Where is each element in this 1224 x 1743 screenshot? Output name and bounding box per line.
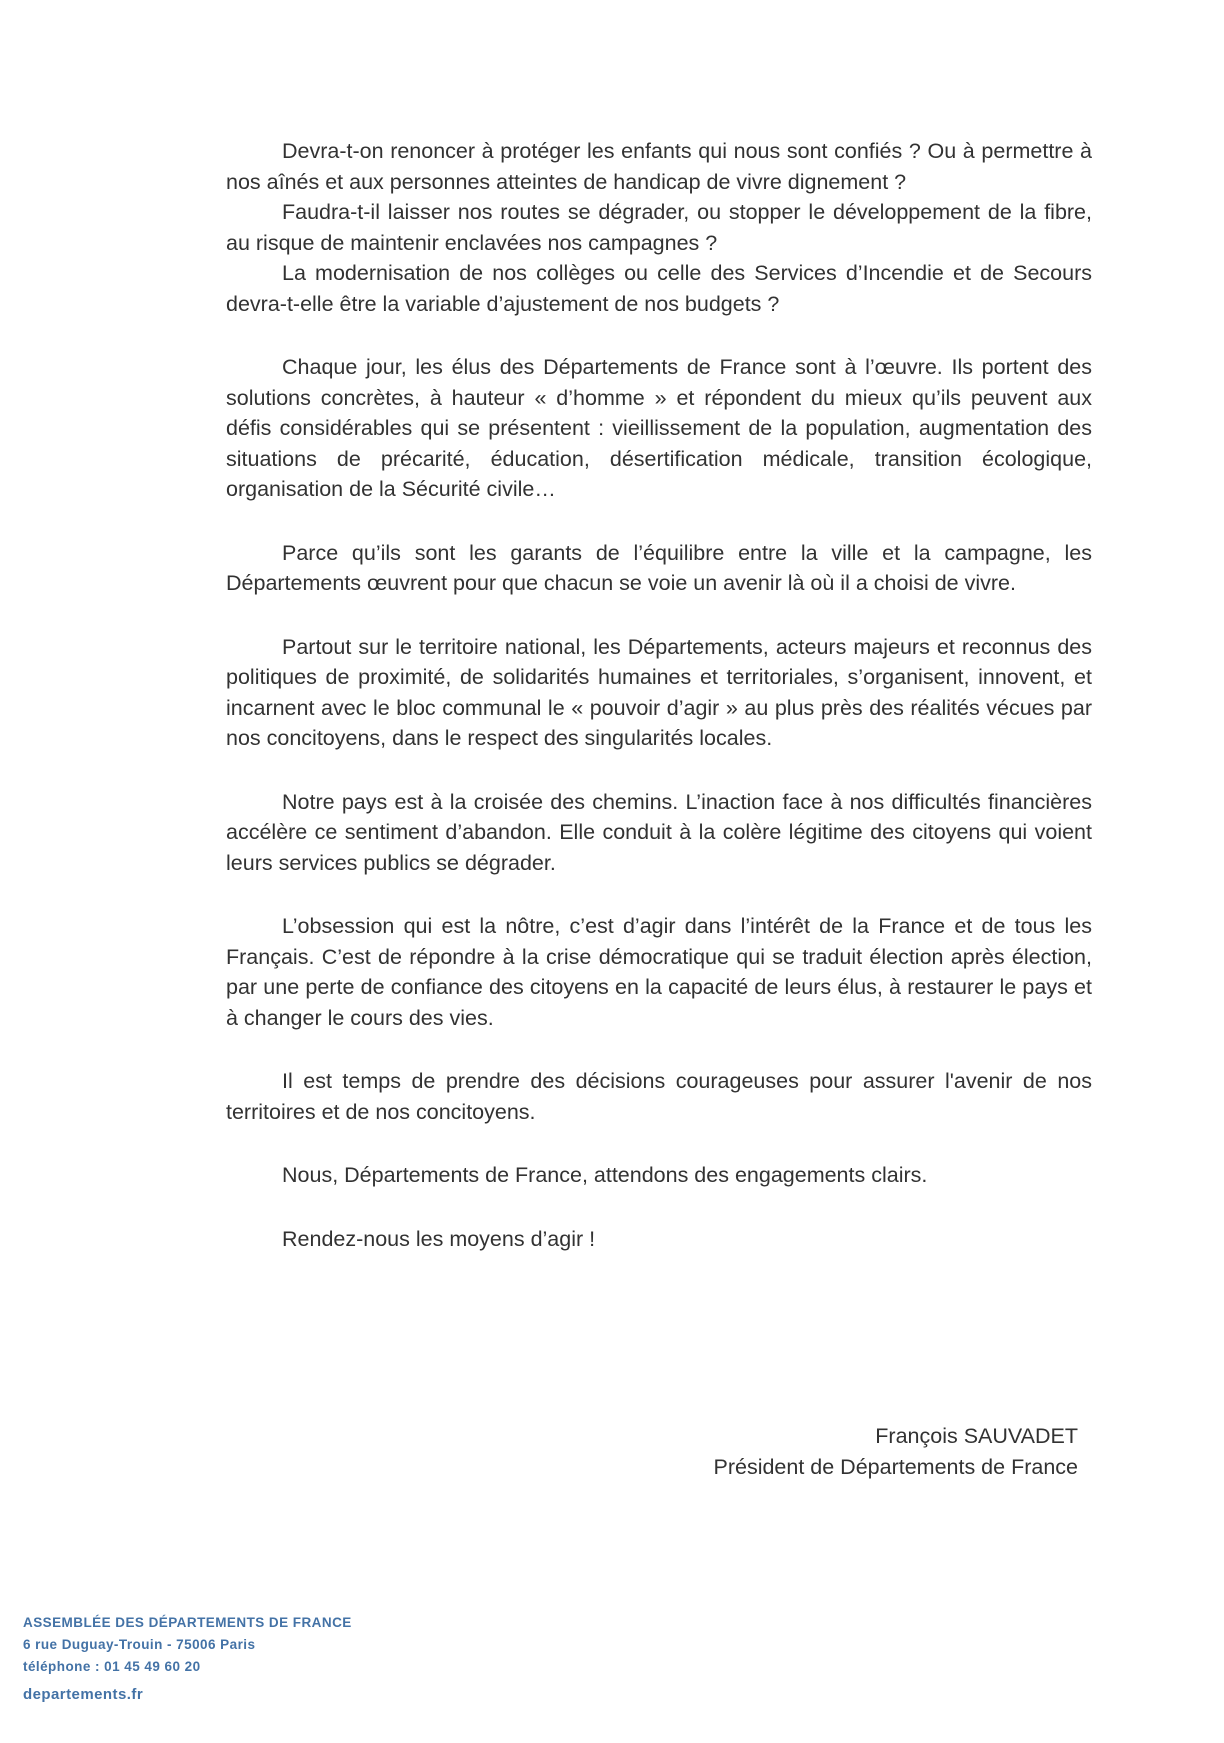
letter-paragraph: Rendez-nous les moyens d’agir ! [282, 1226, 596, 1251]
letter-paragraph: Chaque jour, les élus des Départements de France sont à l’œuvre. Ils portent des solutions concrètes, à hauteur « d’homme » et répondent du mieux qu’ils peuvent aux défis considérables qui se présentent : vieillissement de la population, augmentation des situations de précarité, éducation, désertification médicale, transition écologique, organisation de la Sécurité civile… [226, 355, 1092, 501]
letter-paragraph: Partout sur le territoire national, les Départements, acteurs majeurs et reconnus des politiques de proximité, de solidarités humaines et territoriales, s’organisent, innovent, et incarnent avec le bloc communal le « pouvoir d’agir » au plus près des réalités vécues par nos concitoyens, dans le respect des singularités locales. [226, 634, 1092, 750]
footer-phone: téléphone : 01 45 49 60 20 [23, 1659, 201, 1674]
letter-paragraph: Parce qu’ils sont les garants de l’équilibre entre la ville et la campagne, les Départements œuvrent pour que chacun se voie un avenir là où il a choisi de vivre. [226, 540, 1092, 595]
footer-organization: ASSEMBLÉE DES DÉPARTEMENTS DE FRANCE [23, 1615, 352, 1630]
footer-website: departements.fr [23, 1686, 144, 1703]
letter-paragraph: L’obsession qui est la nôtre, c’est d’agir dans l’intérêt de la France et de tous les Français. C’est de répondre à la crise démocratique qui se traduit élection après élection, par une perte de confiance des citoyens en la capacité de leurs élus, à restaurer le pays et à changer le cours des vies. [226, 914, 1092, 1030]
footer-address: 6 rue Duguay-Trouin - 75006 Paris [23, 1637, 256, 1652]
signature-name: François SAUVADET [875, 1424, 1078, 1448]
letter-paragraph: La modernisation de nos collèges ou celle des Services d’Incendie et de Secours devra-t-elle être la variable d’ajustement de nos budgets ? [226, 261, 1092, 316]
letterhead-footer [23, 1612, 352, 1703]
letter-paragraph: Faudra-t-il laisser nos routes se dégrader, ou stopper le développement de la fibre, au risque de maintenir enclavées nos campagnes ? [226, 200, 1092, 255]
letter-paragraph: Devra-t-on renoncer à protéger les enfants qui nous sont confiés ? Ou à permettre à nos aînés et aux personnes atteintes de handicap de vivre dignement ? [226, 139, 1092, 194]
letter-paragraph: Il est temps de prendre des décisions courageuses pour assurer l'avenir de nos territoires et de nos concitoyens. [226, 1069, 1092, 1124]
letter-body [226, 136, 1092, 1482]
signature-block [226, 1421, 1092, 1482]
letter-paragraph: Notre pays est à la croisée des chemins. L’inaction face à nos difficultés financières accélère ce sentiment d’abandon. Elle conduit à la colère légitime des citoyens qui voient leurs services publics se dégrader. [226, 789, 1092, 875]
signature-title: Président de Départements de France [713, 1454, 1078, 1479]
letter-paragraph: Nous, Départements de France, attendons des engagements clairs. [282, 1163, 928, 1187]
